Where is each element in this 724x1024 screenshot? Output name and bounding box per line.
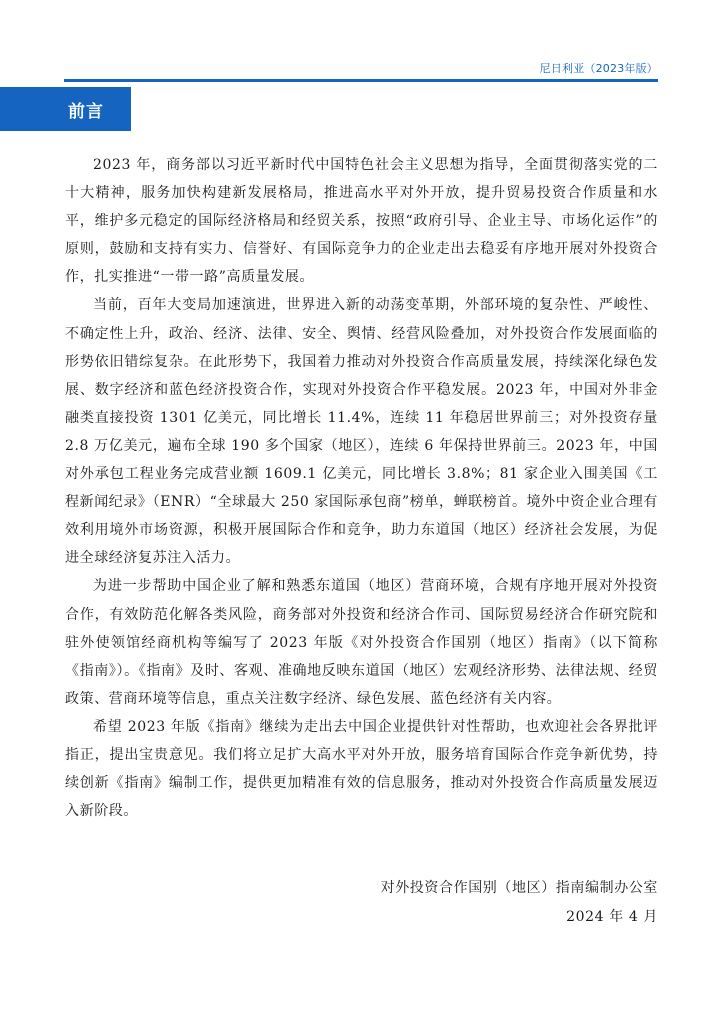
paragraph: 当前，百年大变局加速演进，世界进入新的动荡变革期，外部环境的复杂性、严峻性、不确定性上升，政治、经济、法律、安全、舆情、经营风险叠加，对外投资合作发展面临的形势依旧错综复杂。在此形势下，我国着力推动对外投资合作高质量发展，持续深化绿色发展、数字经济和蓝色经济投资合作，实现对外投资合作平稳发展。2023 年，中国对外非金融类直接投资 1301 亿美元，同比增长 11.4%，连续 11 年稳居世界前三；对外投资存量 2.8 万亿美元，遍布全球 190 多个国家（地区），连续 6 年保持世界前三。2023 年，中国对外承包工程业务完成营业额 1609.1 亿美元，同比增长 3.8%；81 家企业入围美国《工程新闻纪录》（ENR）“全球最大 250 家国际承包商”榜单，蝉联榜首。境外中资企业合理有效利用境外市场资源，积极开展国际合作和竞争，助力东道国（地区）经济社会发展，为促进全球经济复苏注入活力。 bbox=[65, 297, 658, 567]
paragraph: 希望 2023 年版《指南》继续为走出去中国企业提供针对性帮助，也欢迎社会各界批评指正，提出宝贵意见。我们将立足扩大高水平对外开放，服务培育国际合作竞争新优势，持续创新《指南》编制工作，提供更加精准有效的信息服务，推动对外投资合作高质量发展迈入新阶段。 bbox=[65, 718, 658, 820]
paragraph: 2023 年，商务部以习近平新时代中国特色社会主义思想为指导，全面贯彻落实党的二十大精神，服务加快构建新发展格局，推进高水平对外开放，提升贸易投资合作质量和水平，维护多元稳定的国际经济格局和经贸关系，按照“政府引导、企业主导、市场化运作”的原则，鼓励和支持有实力、信誉好、有国际竞争力的企业走出去稳妥有序地开展对外投资合作，扎实推进“一带一路”高质量发展。 bbox=[65, 157, 658, 286]
preface-body bbox=[65, 151, 658, 825]
paragraph: 为进一步帮助中国企业了解和熟悉东道国（地区）营商环境，合规有序地开展对外投资合作，有效防范化解各类风险，商务部对外投资和经济合作司、国际贸易经济合作研究院和驻外使领馆经商机构等编写了 2023 年版《对外投资合作国别（地区）指南》（以下简称《指南》）。《指南》及时、客观、准确地反映东道国（地区）宏观经济形势、法律法规、经贸政策、营商环境等信息，重点关注数字经济、绿色发展、蓝色经济有关内容。 bbox=[65, 578, 658, 707]
running-header-title: 尼日利亚（2023年版） bbox=[539, 62, 658, 75]
signature-date: 2024 年 4 月 bbox=[566, 909, 658, 925]
header-divider bbox=[64, 79, 658, 82]
section-title-banner bbox=[0, 87, 131, 131]
signature-block bbox=[381, 874, 658, 932]
signature-office: 对外投资合作国别（地区）指南编制办公室 bbox=[380, 880, 658, 896]
section-title: 前言 bbox=[68, 101, 104, 122]
